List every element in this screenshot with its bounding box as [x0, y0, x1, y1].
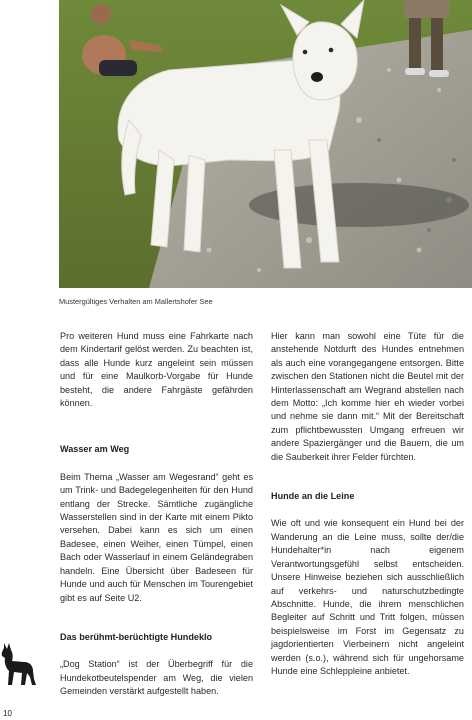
- section-heading: Hunde an die Leine: [271, 491, 355, 502]
- dog-photo: [59, 0, 472, 288]
- photo-caption: Mustergültiges Verhalten am Mallertshofer See: [59, 297, 213, 306]
- paragraph: Pro weiteren Hund muss eine Fahrkarte nach dem Kindertarif gelöst werden. Zu beachten ist, dass alle Hunde kurz angeleint sein müssen und für eine Maulkorb-Vorgabe für Hunde besteht, die andere Fahrgäste gefährden können.: [60, 331, 253, 409]
- paragraph: Wie oft und wie konsequent ein Hund bei der Wanderung an die Leine muss, sollte der/die Hundehalter*in nach eigenem Verantwortungsgefühl selbst entscheiden. Unsere Hinweise beziehen sich ausschließlich auf verkehrs- und naturschutzbedingte Abschnitte. Hunde, die ihrem menschlichen Begleiter auf Schritt und Tritt folgen, müssen beispielsweise im Forst im Gegensatz zu jagdorientierten Vierbeinern nicht angeleint werden (s.o.), während sich für ungehorsame Hunde eine Schleppleine anbietet.: [271, 518, 464, 676]
- white-dog-photo-illustration: [59, 0, 472, 288]
- page-number: 10: [3, 709, 12, 718]
- dog-silhouette-icon: [0, 641, 38, 687]
- section-heading: Das berühmt-berüchtigte Hundeklo: [60, 631, 213, 642]
- section-heading: Wasser am Weg: [60, 444, 130, 455]
- paragraph: Beim Thema „Wasser am Wegesrand“ geht es um Trink- und Badegelegenheiten für den Hund entlang der Strecke. Sämtliche zugängliche Wasserstellen sind in der Karte mit einem Pikto versehen. Dabei kann es sich um einen Badesee, einen Weiher, einen Tümpel, einen Bach oder Wasserlauf in einem Geländegraben handeln. Eine Übersicht über Badeseen für Hunde und auch für Menschen im Tourengebiet gibt es auf Seite U2.: [60, 471, 253, 603]
- left-column: [60, 330, 253, 699]
- paragraph: „Dog Station“ ist der Überbegriff für die Hundekotbeutelspender am Weg, die vielen Gemeinden verstärkt aufgestellt haben.: [60, 659, 253, 697]
- paragraph: Hier kann man sowohl eine Tüte für die anstehende Notdurft des Hundes entnehmen als auch eine vorangegangene entsorgen. Bitte zwischen den Stationen nicht die Beutel mit der Hinterlassenschaft am Wegrand abstellen nach dem Motto: „Ich komme hier eh wieder vorbei und nehme sie dann mit.“ Mit der Bereitschaft zum pflichtbewussten Umgang erfreuen wir andere Spaziergänger und die Bauern, die um die Sauberkeit ihrer Felder fürchten.: [271, 331, 464, 462]
- right-column: [271, 330, 464, 678]
